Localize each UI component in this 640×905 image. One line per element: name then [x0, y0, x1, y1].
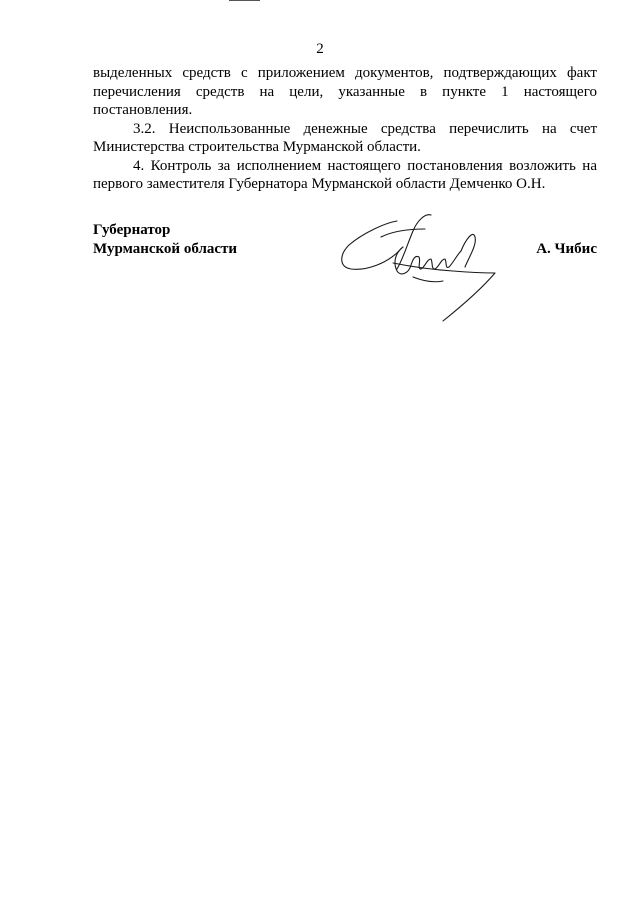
- handwritten-signature-icon: [333, 207, 513, 327]
- paragraph-continuation: выделенных средств с приложением документов, подтверждающих факт перечисления средств на цели, указанные в пункте 1 настоящего постановления.: [93, 65, 597, 118]
- document-body: [93, 64, 597, 194]
- signature-block: [93, 221, 597, 331]
- signer-title-line-2: Мурманской области: [93, 240, 238, 257]
- page-number: 2: [316, 41, 324, 57]
- paragraph-4: 4. Контроль за исполнением настоящего постановления возложить на первого заместителя Губернатора Мурманской области Демченко О.Н.: [93, 157, 597, 192]
- signer-title: [93, 221, 237, 258]
- signer-name: А. Чибис: [536, 240, 597, 257]
- scan-edge-mark: [229, 0, 260, 1]
- paragraph-3-2: 3.2. Неиспользованные денежные средства перечислить на счет Министерства строительства Мурманской области.: [93, 120, 597, 155]
- signer-title-line-1: Губернатор: [93, 222, 171, 238]
